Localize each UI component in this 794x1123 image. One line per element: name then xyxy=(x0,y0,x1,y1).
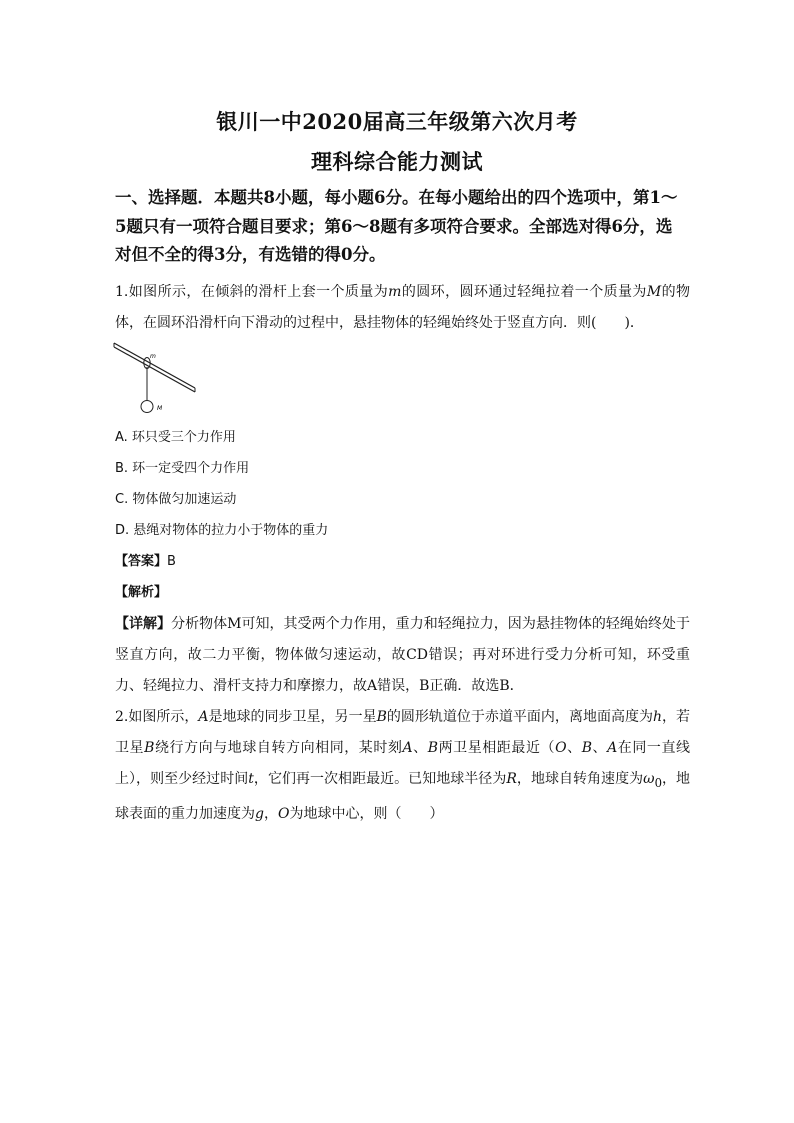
exam-title: 银川一中2020届高三年级第六次月考 xyxy=(216,109,578,134)
hanging-ball xyxy=(141,401,153,413)
question-1-stem: 1.如图所示，在倾斜的滑杆上套一个质量为m的圆环，圆环通过轻绳拉着一个质量为M的物体，在圆环沿滑杆向下滑动的过程中，悬挂物体的轻绳始终处于竖直方向．则( )． xyxy=(115,284,691,331)
ring-mass-label: m xyxy=(150,353,156,360)
option-c: C. 物体做匀加速运动 xyxy=(115,492,237,507)
option-b: B. 环一定受四个力作用 xyxy=(115,461,250,476)
question-2-stem: 2.如图所示，A是地球的同步卫星，另一星B的圆形轨道位于赤道平面内，离地面高度为h，若卫星B绕行方向与地球自转方向相同，某时刻A、B两卫星相距最近（O、B、A在同一直线上），则至少经过时间t，它们再一次相距最近。已知地球半径为R，地球自转角速度为$\omega_0$，地球表面的重力加速度为g，O为地球中心，则（ ） xyxy=(115,709,691,822)
option-d: D. 悬绳对物体的拉力小于物体的重力 xyxy=(115,523,329,538)
detail-explanation: 【详解】分析物体M可知，其受两个力作用，重力和轻绳拉力，因为悬挂物体的轻绳始终处于竖直方向，故二力平衡，物体做匀速运动，故CD错误；再对环进行受力分析可知，环受重力、轻绳拉力、滑杆支持力和摩擦力，故A错误，B正确．故选B． xyxy=(115,616,691,694)
section-header: 一、选择题．本题共8小题，每小题6分。在每小题给出的四个选项中，第1～5题只有一项符合题目要求；第6～8题有多项符合要求。全部选对得6分，选对但不全的得3分，有选错的得0分。 xyxy=(115,188,678,264)
option-a: A. 环只受三个力作用 xyxy=(115,430,236,445)
rod-line-top xyxy=(114,343,195,388)
ball-mass-label: M xyxy=(157,405,163,412)
incline-rod-figure xyxy=(112,336,202,416)
exam-subtitle: 理科综合能力测试 xyxy=(311,149,483,174)
answer-line: 【答案】B xyxy=(115,554,176,569)
analysis-label: 【解析】 xyxy=(115,585,168,600)
